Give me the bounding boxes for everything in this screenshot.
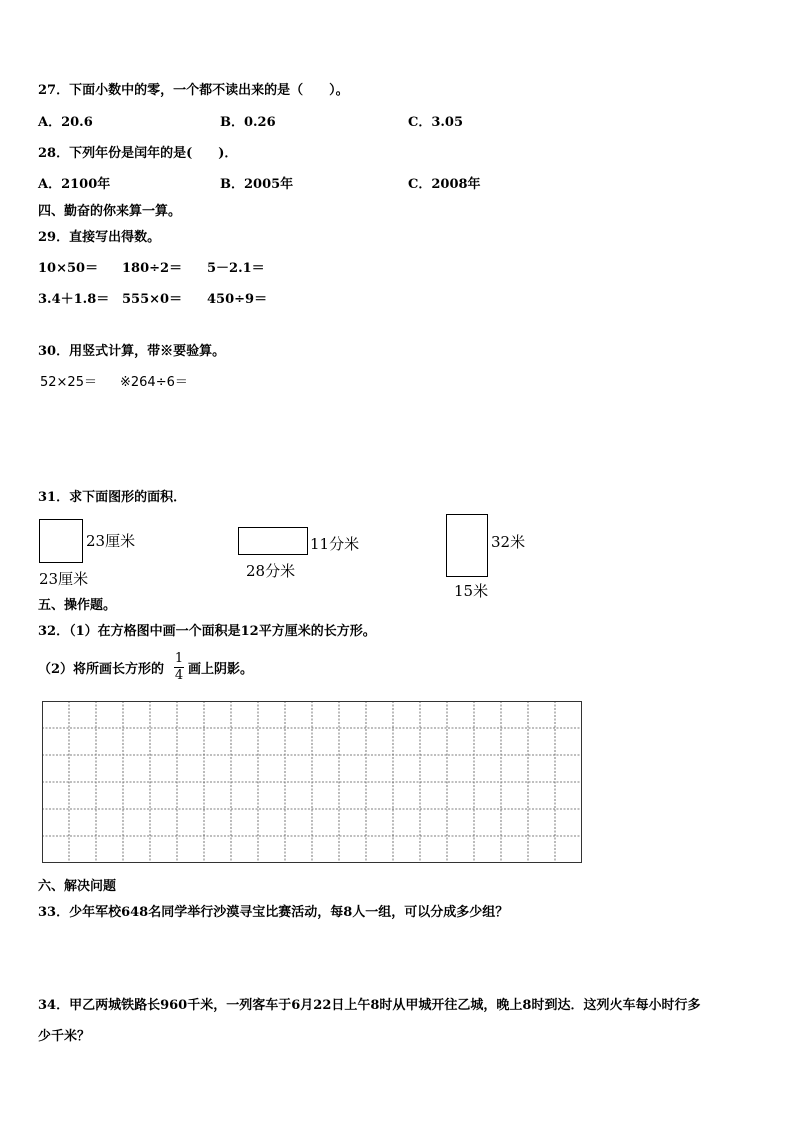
fraction-numerator: 1 (174, 651, 184, 666)
q29-item: 5－2.1＝ (207, 261, 265, 276)
q30-stem: 30．用竖式计算，带※要验算。 (38, 344, 226, 359)
q27-option-b: B．0.26 (220, 115, 276, 130)
section-6-heading: 六、解决问题 (38, 879, 117, 894)
q30-item: 52×25＝ (40, 375, 97, 390)
section-5-heading: 五、操作题。 (38, 598, 117, 613)
q28-option-b: B．2005年 (220, 177, 294, 192)
square-side-label: 23厘米 (86, 532, 136, 550)
q29-item: 10×50＝ (38, 261, 99, 276)
grid-lines (42, 701, 582, 863)
tall-rectangle-bottom-label: 15米 (454, 582, 489, 600)
tall-rectangle-side-label: 32米 (491, 533, 526, 551)
tall-rectangle-figure (446, 514, 488, 577)
q28-stem: 28．下列年份是闰年的是( )． (38, 146, 238, 161)
q29-item: 180÷2＝ (122, 261, 183, 276)
q34-line1: 34．甲乙两城铁路长960千米，一列客车于6月22日上午8时从甲城开往乙城，晚上8时到达．这列火车每小时行多 (38, 998, 701, 1013)
q29-item: 555×0＝ (122, 292, 183, 307)
q28-option-a: A．2100年 (38, 177, 111, 192)
q31-stem: 31．求下面图形的面积． (38, 490, 187, 505)
q32-part2-suffix: 画上阴影。 (188, 662, 254, 677)
q29-stem: 29．直接写出得数。 (38, 230, 161, 245)
q29-item: 3.4＋1.8＝ (38, 292, 110, 307)
square-figure (39, 519, 83, 563)
fraction-denominator: 4 (174, 668, 184, 683)
q34-line2: 少千米？ (38, 1029, 91, 1044)
wide-rectangle-bottom-label: 28分米 (246, 562, 296, 580)
section-4-heading: 四、勤奋的你来算一算。 (38, 204, 182, 219)
q28-option-c: C．2008年 (408, 177, 481, 192)
wide-rectangle-side-label: 11分米 (310, 535, 360, 553)
q27-option-c: C．3.05 (408, 115, 464, 130)
q32-part2-prefix: （2）将所画长方形的 (38, 662, 165, 677)
q27-option-a: A．20.6 (38, 115, 93, 130)
q27-stem: 27．下面小数中的零，一个都不读出来的是（ ）。 (38, 83, 349, 98)
square-bottom-label: 23厘米 (39, 570, 89, 588)
q29-item: 450÷9＝ (207, 292, 268, 307)
q33-stem: 33．少年军校648名同学举行沙漠寻宝比赛活动，每8人一组，可以分成多少组？ (38, 905, 509, 920)
wide-rectangle-figure (238, 527, 308, 555)
q30-item: ※264÷6＝ (120, 375, 188, 390)
fraction-one-quarter (172, 652, 186, 683)
square-grid[interactable] (42, 701, 582, 863)
q32-part1: 32．（1）在方格图中画一个面积是12平方厘米的长方形。 (38, 624, 376, 639)
